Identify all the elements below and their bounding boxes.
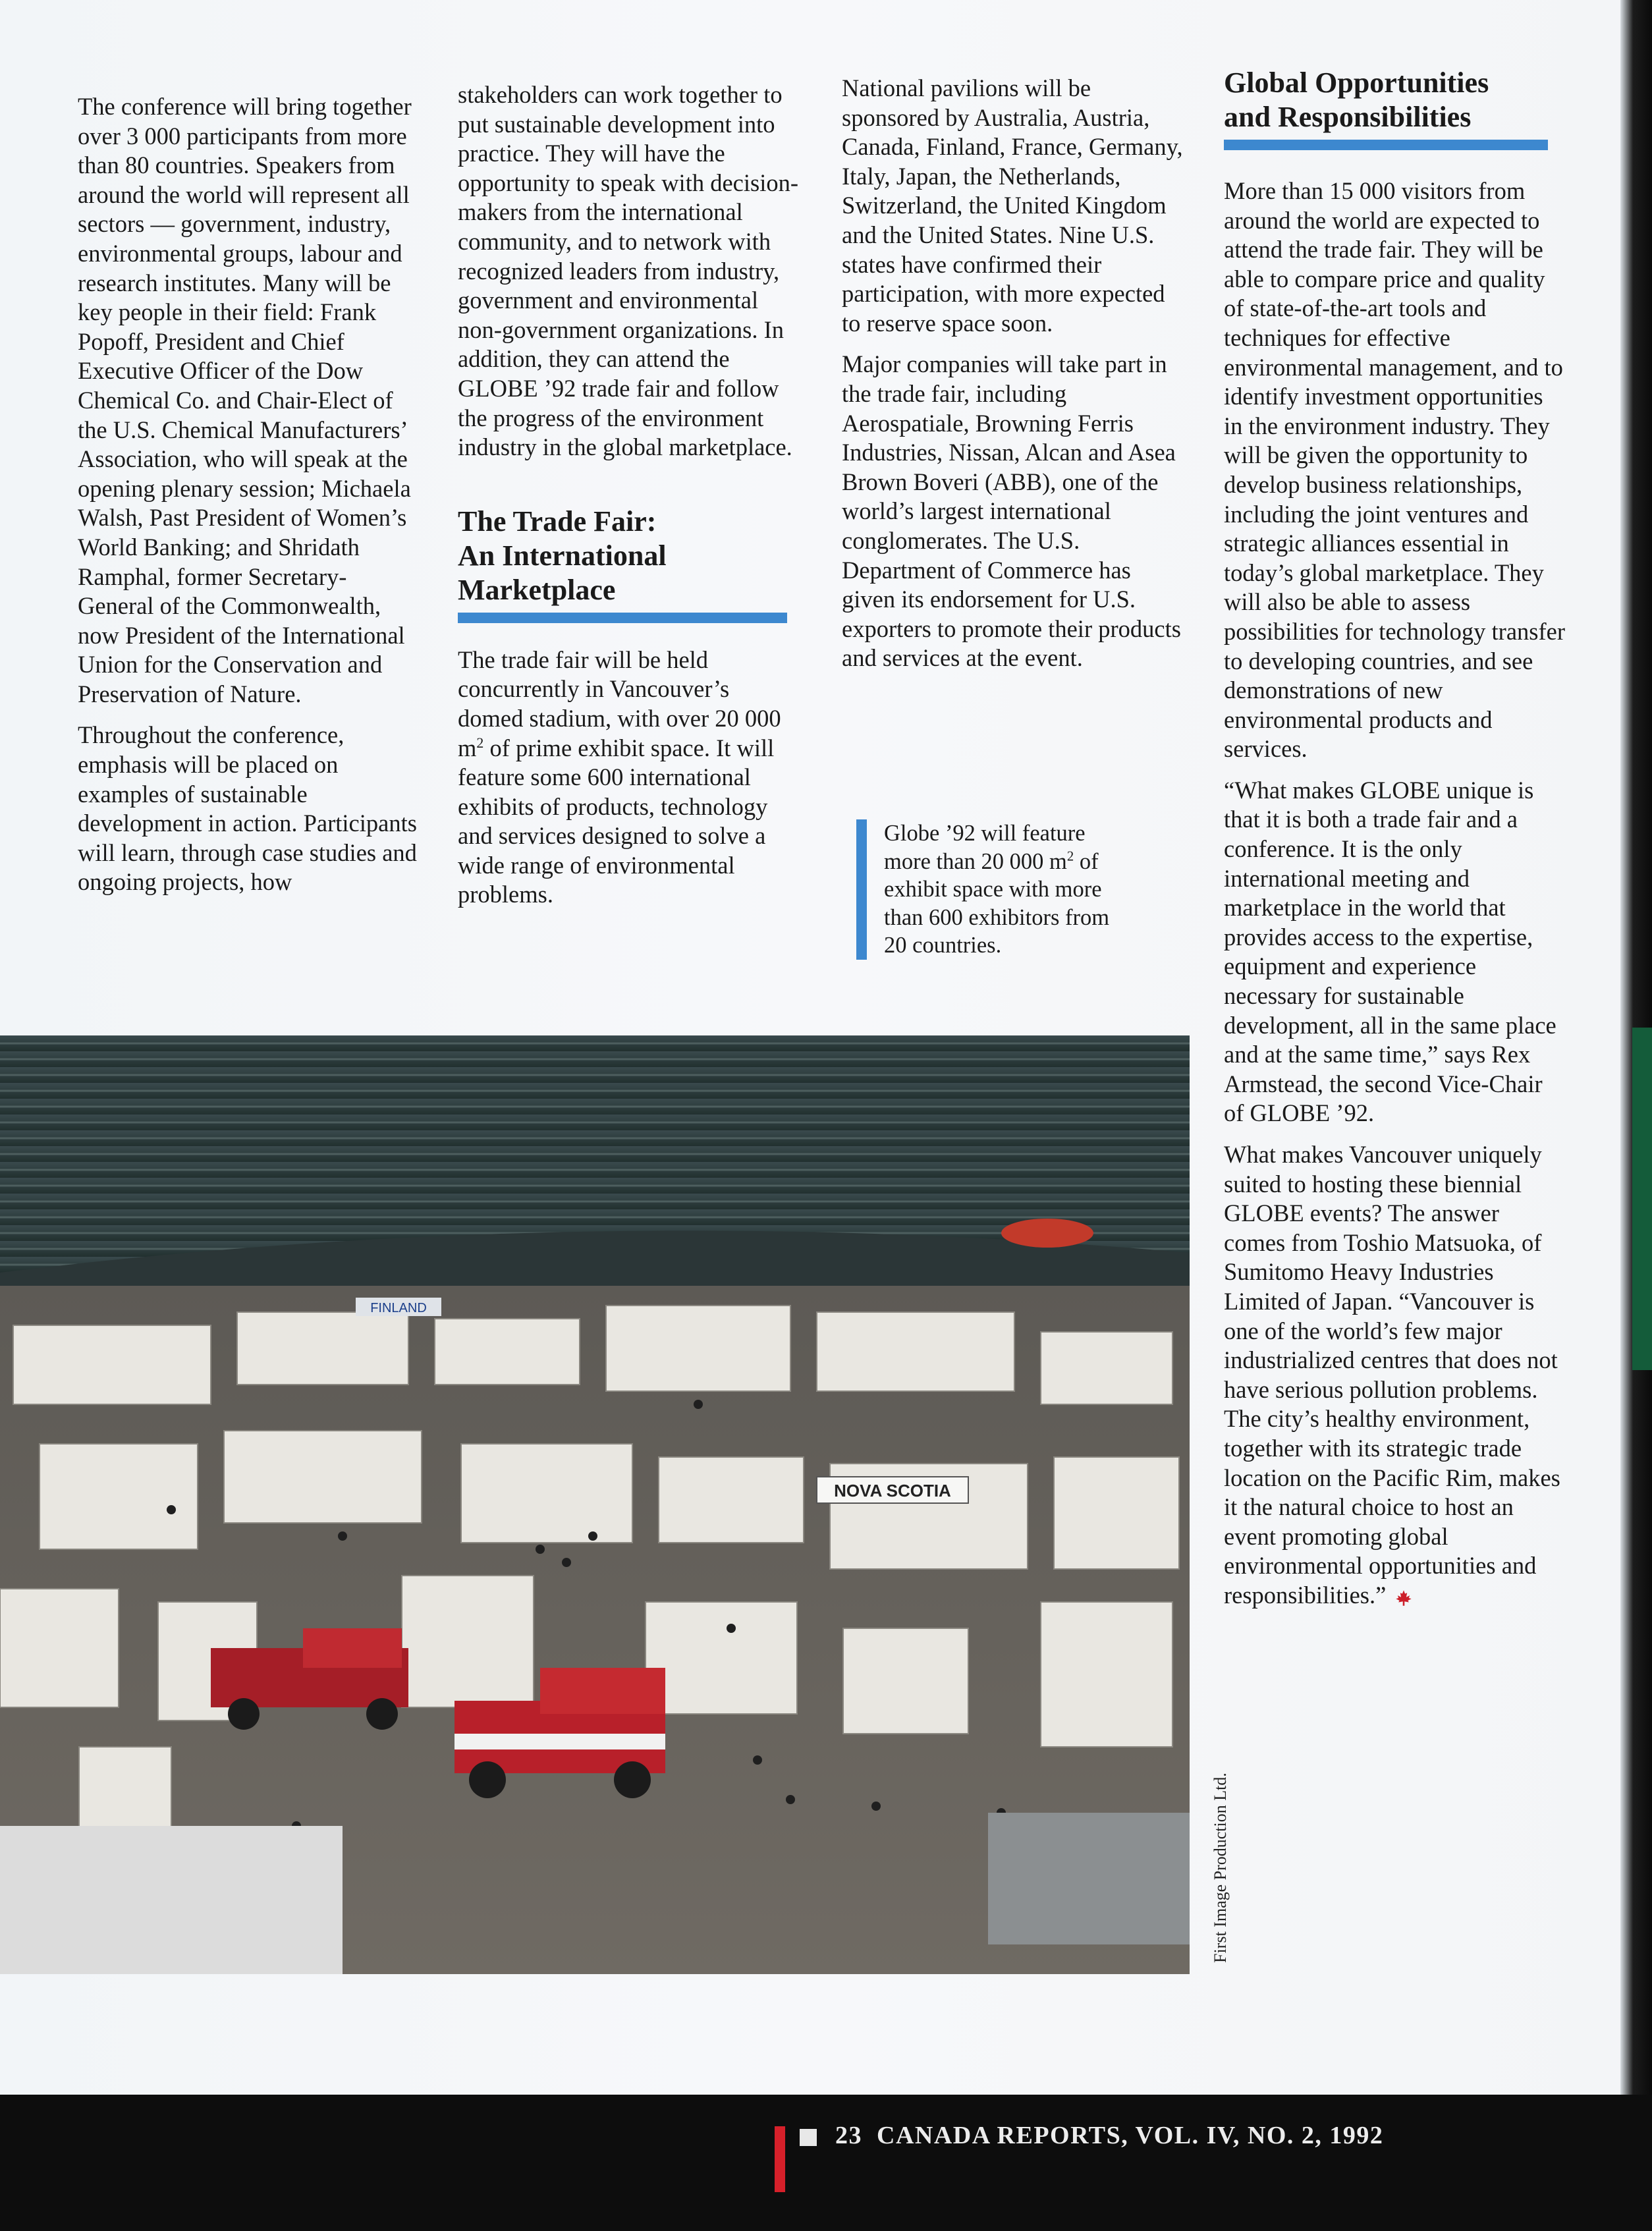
- col4-paragraph-2: “What makes GLOBE unique is that it is both a trade fair and a conference. It is the only international meeting and marketplace in the world that provides access to the expertise, equipment and experience necessary for sustainable development, all in the same place and at the same time,” says Rex Armstead, the second Vice-Chair of GLOBE ’92.: [1224, 776, 1556, 1127]
- photo-credit: First Image Production Ltd.: [1211, 1773, 1230, 1963]
- footer-accent-bar: [775, 2126, 785, 2192]
- heading-line: Marketplace: [458, 573, 616, 606]
- col2-paragraph-2: [458, 646, 800, 910]
- footer-folio: [835, 2121, 1383, 2150]
- nova-scotia-sign: NOVA SCOTIA: [834, 1481, 951, 1501]
- finland-sign: FINLAND: [370, 1301, 427, 1315]
- stadium-exhibit-floor-image: [0, 1035, 1190, 1974]
- heading-rule: [458, 613, 787, 623]
- maple-leaf-icon: [1395, 1589, 1412, 1607]
- trade-fair-heading-block: [458, 505, 800, 623]
- heading-line: and Responsibilities: [1224, 101, 1472, 133]
- text-run: The trade fair will be held concurrently in Vancouver’s domed stadium, with over 20 000 m: [458, 646, 781, 761]
- page-number: 23: [835, 2122, 862, 2149]
- col4-paragraph-1: More than 15 000 visitors from around the world are expected to attend the trade fair. They will be able to compare price and quality of state-of-the-art tools and techniques for effective environmental management, and to identify investment opportunities in the environment industry. They will be given the opportunity to develop business relationships, including the joint ventures and strategic alliances essential in today’s global marketplace. They will also be able to assess possibilities for technology transfer to developing countries, and see demonstrations of new environmental products and services.: [1224, 177, 1565, 763]
- global-opportunities-heading: [1224, 66, 1566, 134]
- col1-paragraph-2: Throughout the conference, emphasis will be placed on examples of sustainable development in action. Participants will learn, through case studies and ongoing projects, how: [78, 721, 417, 896]
- col1-paragraph-1: The conference will bring together over 3 000 participants from more than 80 countries. Speakers from around the world will represent all sectors — government, industry, environmental groups, labour and research institutes. Many will be key people in their field: Frank Popoff, President and Chief Executive Officer of the Dow Chemical Co. and Chair-Elect of the U.S. Chemical Manufacturers’ Association, who will speak at the opening plenary session; Michaela Walsh, Past President of Women’s World Banking; and Shridath Ramphal, former Secretary-General of the Commonwealth, now President of the International Union for the Conservation and Preservation of Nature.: [78, 93, 412, 707]
- superscript: 2: [1066, 849, 1074, 864]
- text-run: What makes Vancouver uniquely suited to hosting these biennial GLOBE events? The answer comes from Toshio Matsuoka, of Sumitomo Heavy Industries Limited of Japan. “Vancouver is one of the world’s few major industrialized centres that does not have serious pollution problems. The city’s healthy environment, together with its strategic trade location on the Pacific Rim, makes it the natural choice to host an event promoting global environmental opportunities and responsibilities.”: [1224, 1141, 1560, 1609]
- column-1: [78, 92, 420, 909]
- adjacent-page-edge: [1632, 1028, 1652, 1370]
- column-2: [458, 80, 800, 922]
- heading-rule: [1224, 140, 1548, 150]
- heading-line: An International: [458, 539, 667, 572]
- footer-square-icon: [800, 2129, 817, 2146]
- col3-paragraph-2: Major companies will take part in the trade fair, including Aerospatiale, Browning Ferris Industries, Nissan, Alcan and Asea Brown Boveri (ABB), one of the world’s largest international conglomerates. The U.S. Department of Commerce has given its endorsement for U.S. exporters to promote their products and services at the event.: [842, 350, 1181, 672]
- column-3: [842, 74, 1184, 685]
- col2-paragraph-1: stakeholders can work together to put sustainable development into practice. They will have the opportunity to speak with decision-makers from the international community, and to network with recognized leaders from industry, government and environmental non-government organizations. In addition, they can attend the GLOBE ’92 trade fair and follow the progress of the environment industry in the global marketplace.: [458, 81, 799, 461]
- text-run: Globe ’92 will feature more than 20 000 m: [884, 821, 1086, 874]
- col4-paragraph-3: [1224, 1140, 1566, 1611]
- pull-quote: [856, 819, 1121, 960]
- superscript: 2: [476, 734, 484, 751]
- publication-title: CANADA REPORTS, VOL. IV, NO. 2, 1992: [877, 2122, 1384, 2149]
- col3-paragraph-1: National pavilions will be sponsored by Australia, Austria, Canada, Finland, France, Germany, Italy, Japan, the Netherlands, Switzerland, the United Kingdom and the United States. Nine U.S. states have confirmed their participation, with more expected to reserve space soon.: [842, 74, 1183, 337]
- text-run: of exhibit space with more than 600 exhibitors from 20 countries.: [884, 848, 1110, 958]
- trade-fair-heading: [458, 505, 800, 607]
- heading-line: Global Opportunities: [1224, 67, 1489, 99]
- trade-fair-photo: [0, 1035, 1190, 1974]
- column-4: [1224, 66, 1566, 1622]
- heading-line: The Trade Fair:: [458, 505, 657, 537]
- page-footer: [0, 2095, 1652, 2231]
- text-run: of prime exhibit space. It will feature some 600 international exhibits of products, technology and services designed to solve a wide range of environmental problems.: [458, 734, 775, 908]
